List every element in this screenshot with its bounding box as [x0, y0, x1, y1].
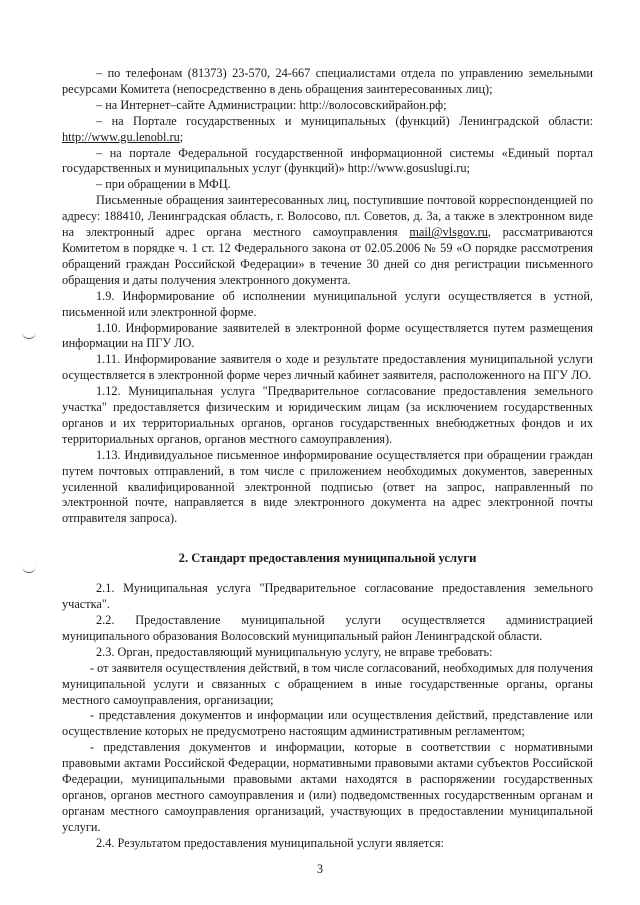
scan-mark-bottom [22, 566, 36, 573]
written-requests-rest: , рассматриваются Комитетом в порядке ч. 1 ст. 12 Федерального закона от 02.05.2006 № 59 «О порядке рассмотрения обращений граждан Российской Федерации» в течение 30 дней со дня регистрации письменного обращения и даты получения электронного документа. [62, 225, 593, 287]
paragraph-regional-portal [62, 114, 593, 146]
paragraph-written-requests [62, 193, 593, 288]
paragraph-1-10: 1.10. Информирование заявителей в электронной форме осуществляется путем размещения информации на ПГУ ЛО. [62, 320, 593, 351]
paragraph-2-3-item-1: - от заявителя осуществления действий, в том числе согласований, необходимых для получения муниципальной услуги и связанных с обращением в иные государственные органы, органы местного самоуправления, организации; [62, 660, 593, 707]
paragraph-2-3-item-2: - представления документов и информации или осуществления действий, представление или осуществление которых не предусмотрено настоящим административным регламентом; [62, 708, 593, 739]
paragraph-mfc: – при обращении в МФЦ. [96, 177, 231, 192]
paragraph-federal-portal: – на портале Федеральной государственной информационной системы «Единый портал государственных и муниципальных услуг (функций)» http://www.gosuslugi.ru; [62, 145, 593, 176]
email-link[interactable]: mail@vlsgov.ru [409, 225, 488, 240]
paragraph-2-3-item-3: - представления документов и информации, которые в соответствии с нормативными правовыми актами Российской Федерации, нормативными правовыми актами субъектов Российской Федерации, муниципальными правовыми актами находятся в распоряжении государственных органов, органов местного самоуправления и (или) подведомственных государственным органам и органам местного самоуправления организаций, участвующих в предоставлении муниципальной услуги. [62, 740, 593, 834]
paragraph-1-11: 1.11. Информирование заявителя о ходе и результате предоставления муниципальной услуги осуществляется в электронной форме через личный кабинет заявителя, расположенного на ПГУ ЛО. [62, 352, 593, 383]
paragraph-2-1: 2.1. Муниципальная услуга "Предварительное согласование предоставления земельного участка". [62, 581, 593, 612]
paragraph-2-4: 2.4. Результатом предоставления муниципальной услуги является: [96, 835, 444, 850]
paragraph-2-2: 2.2. Предоставление муниципальной услуги осуществляется администрацией муниципального образования Волосовский муниципальный район Ленинградской области. [62, 613, 593, 643]
paragraph-admin-site: – на Интернет–сайте Администрации: http://волосовскийрайон.рф; [96, 97, 447, 112]
regional-portal-end: ; [179, 129, 184, 144]
paragraph-1-12: 1.12. Муниципальная услуга "Предварительное согласование предоставления земельного участка" предоставляется физическим и юридическим лицам (за исключением государственных органов и их территориальных органов, органов государственных внебюджетных фондов и их территориальных органов, органов местного самоуправления). [62, 384, 593, 446]
page-number: 3 [316, 862, 324, 876]
paragraph-phone: – по телефонам (81373) 23-570, 24-667 специалистами отдела по управлению земельными ресурсами Комитета (непосредственно в день обращения заинтересованных лиц); [62, 66, 593, 96]
document-page [62, 66, 593, 852]
section-heading: 2. Стандарт предоставления муниципальной услуги [178, 551, 477, 566]
regional-portal-text: – на Портале государственных и муниципальных (функций) Ленинградской области: [96, 113, 593, 128]
lenobl-link[interactable]: http://www.gu.lenobl.ru [62, 129, 180, 144]
paragraph-2-3: 2.3. Орган, предоставляющий муниципальную услугу, не вправе требовать: [96, 644, 493, 659]
paragraph-1-13: 1.13. Индивидуальное письменное информирование осуществляется при обращении граждан путем почтовых отправлений, в том числе с приложением необходимых документов, заверенных усиленной квалифицированной электронной подписью (ответ на запрос, направленный по электронной почте, направляется в виде электронного документа на адрес электронной почты отправителя запроса). [62, 447, 593, 526]
scan-mark-top [22, 332, 36, 339]
written-requests-text: Письменные обращения заинтересованных лиц, поступившие почтовой корреспонденцией по адресу: 188410, Ленинградская область, г. Волосово, пл. Советов, д. 3а, а также в электронном виде на электронный адрес органа местного самоуправления [62, 193, 593, 240]
paragraph-1-9: 1.9. Информирование об исполнении муниципальной услуги осуществляется в устной, письменной или электронной форме. [62, 288, 593, 319]
